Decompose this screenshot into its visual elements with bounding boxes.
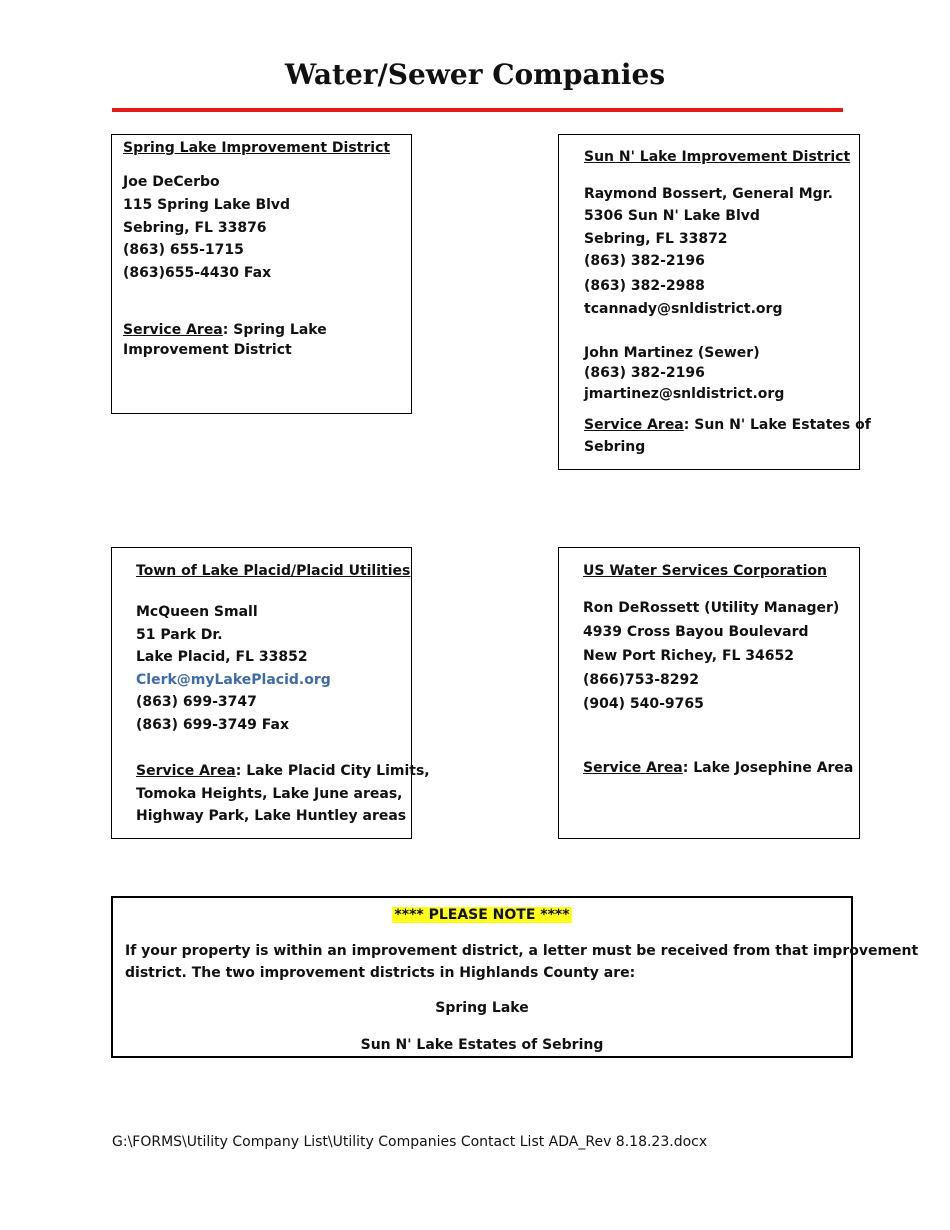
title-divider: [112, 108, 843, 112]
service-area-value: : Lake Josephine Area: [682, 760, 854, 776]
service-area-label: Service Area: [584, 417, 684, 433]
service-area-value: : Sun N' Lake Estates of: [683, 417, 871, 433]
contact-name: Ron DeRossett (Utility Manager): [583, 600, 840, 616]
service-area-value: : Spring Lake: [222, 322, 327, 338]
please-note-box: [111, 896, 919, 1058]
note-heading-highlight: **** PLEASE NOTE ****: [394, 907, 570, 923]
page-title: Water/Sewer Companies: [284, 58, 666, 91]
contact-name-sewer: John Martinez (Sewer): [584, 345, 760, 361]
address-line-2: New Port Richey, FL 34652: [583, 648, 795, 664]
company-name: US Water Services Corporation: [583, 563, 827, 579]
phone-number-sewer: (863) 382-2196: [584, 365, 705, 381]
contact-name: McQueen Small: [136, 604, 258, 620]
note-district-2: Sun N' Lake Estates of Sebring: [360, 1037, 604, 1053]
address-line-1: 115 Spring Lake Blvd: [123, 197, 291, 213]
company-card-sun-n-lake: [558, 134, 871, 470]
company-name: Spring Lake Improvement District: [123, 140, 391, 156]
service-area-label: Service Area: [136, 763, 236, 779]
company-name: Town of Lake Placid/Placid Utilities: [136, 563, 411, 579]
service-area: [136, 761, 430, 781]
note-body-line-2: district. The two improvement districts in Highlands County are:: [125, 965, 636, 981]
service-area-continued: Improvement District: [123, 342, 292, 358]
email-link[interactable]: Clerk@myLakePlacid.org: [136, 672, 331, 688]
company-card-us-water: [558, 547, 860, 839]
company-card-spring-lake: [111, 134, 412, 414]
note-body-line-1: If your property is within an improvement district, a letter must be received from that improvement: [125, 943, 919, 959]
service-area-label: Service Area: [123, 322, 223, 338]
address-line-2: Sebring, FL 33876: [123, 220, 267, 236]
email-address[interactable]: tcannady@snldistrict.org: [584, 301, 783, 317]
company-name: Sun N' Lake Improvement District: [584, 149, 851, 165]
service-area-continued: Sebring: [584, 439, 646, 455]
fax-number: (863) 699-3749 Fax: [136, 717, 289, 733]
phone-number: (863) 382-2196: [584, 253, 705, 269]
service-area: [123, 320, 327, 340]
address-line-1: 4939 Cross Bayou Boulevard: [583, 624, 809, 640]
phone-number: (863) 655-1715: [123, 242, 244, 258]
address-line-2: Lake Placid, FL 33852: [136, 649, 308, 665]
phone-number-alt: (863) 382-2988: [584, 278, 705, 294]
phone-number: (863) 699-3747: [136, 694, 257, 710]
company-card-lake-placid: [111, 547, 430, 839]
service-area-label: Service Area: [583, 760, 683, 776]
phone-number-alt: (904) 540-9765: [583, 696, 704, 712]
address-line-1: 5306 Sun N' Lake Blvd: [584, 208, 760, 224]
fax-number: (863)655-4430 Fax: [123, 265, 272, 281]
service-area: [584, 415, 871, 435]
service-area-continued: Tomoka Heights, Lake June areas,: [136, 786, 403, 802]
contact-name: Joe DeCerbo: [123, 174, 220, 190]
email-address-sewer[interactable]: jmartinez@snldistrict.org: [584, 386, 785, 402]
address-line-2: Sebring, FL 33872: [584, 231, 728, 247]
service-area-continued: Highway Park, Lake Huntley areas: [136, 808, 407, 824]
note-heading: [113, 905, 851, 925]
address-line-1: 51 Park Dr.: [136, 627, 223, 643]
contact-name: Raymond Bossert, General Mgr.: [584, 186, 833, 202]
document-file-path: G:\FORMS\Utility Company List\Utility Companies Contact List ADA_Rev 8.18.23.docx: [112, 1134, 708, 1150]
phone-number: (866)753-8292: [583, 672, 700, 688]
service-area-value: : Lake Placid City Limits,: [235, 763, 430, 779]
service-area: [583, 758, 853, 778]
note-district-1: Spring Lake: [435, 1000, 529, 1016]
